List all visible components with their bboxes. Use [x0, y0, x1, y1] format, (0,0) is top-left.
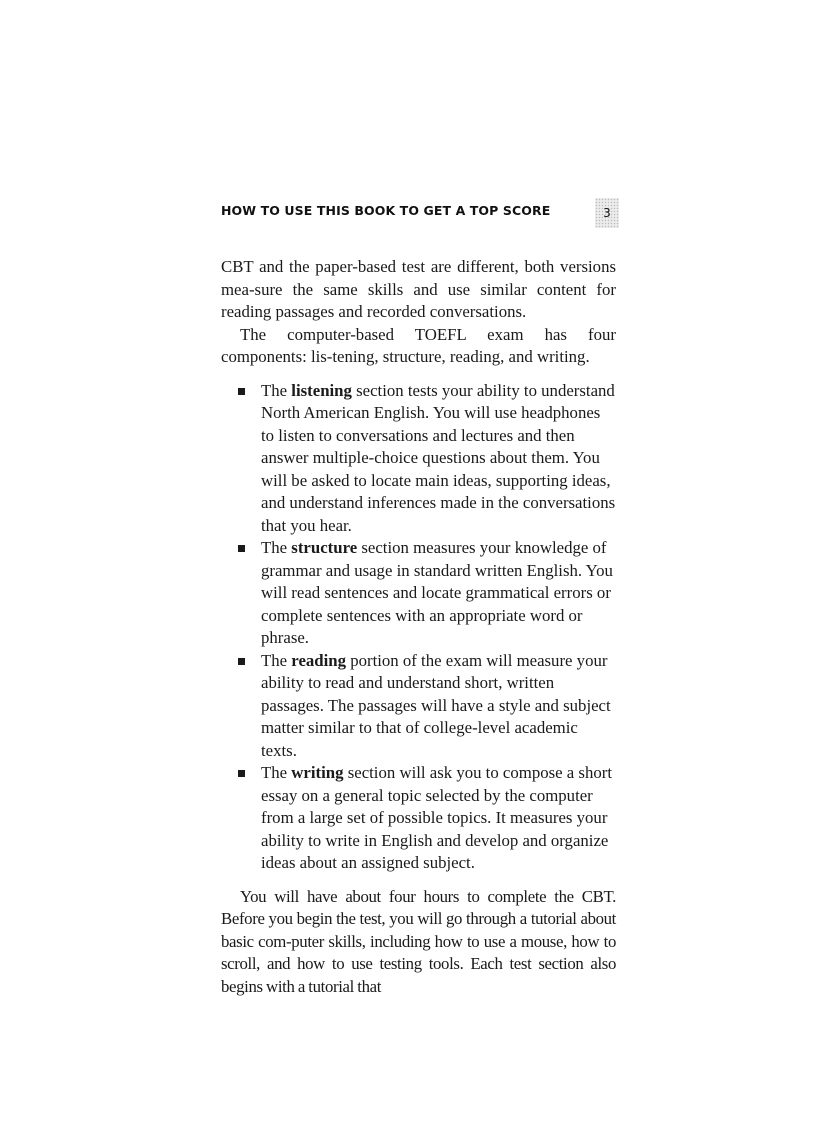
term-reading: reading — [291, 650, 346, 670]
bullet-text: section measures your knowledge of grammar and usage in standard written English. You will read sentences and locate grammatical errors or complete sentences with an appropriate word or phrase. — [261, 538, 613, 647]
bullet-text: section will ask you to compose a short essay on a general topic selected by the computer from a large set of possible topics. It measures your ability to write in English and develop and organize ideas about an assigned subject. — [261, 763, 612, 872]
bullet-text: portion of the exam will measure your ability to read and understand short, written passages. The passages will have a style and subject matter similar to that of college-level academic texts. — [261, 650, 611, 760]
component-list — [221, 380, 616, 875]
paragraph-duration: You will have about four hours to complete the CBT. Before you begin the test, you will go through a tutorial about basic com-puter skills, including how to use a mouse, how to scroll, and how to use testing tools. Each test section also begins with a tutorial that — [221, 886, 616, 996]
square-bullet-icon — [238, 545, 245, 552]
paragraph-components: The computer-based TOEFL exam has four components: lis-tening, structure, reading, and writing. — [221, 324, 616, 366]
term-writing: writing — [291, 763, 344, 782]
bullet-lead: The — [261, 650, 288, 670]
square-bullet-icon — [238, 658, 245, 665]
paragraph-intro: CBT and the paper-based test are different, both versions mea-sure the same skills and use similar content for reading passages and recorded conversations. — [221, 257, 616, 321]
page-header — [221, 198, 621, 228]
bullet-lead: The — [261, 380, 288, 400]
bullet-lead: The — [261, 763, 288, 782]
list-item-writing — [261, 762, 616, 875]
square-bullet-icon — [238, 388, 245, 395]
bullet-lead: The — [261, 538, 288, 557]
list-item-listening — [261, 380, 616, 538]
square-bullet-icon — [238, 770, 245, 777]
running-head: HOW TO USE THIS BOOK TO GET A TOP SCORE — [221, 203, 551, 218]
list-item-structure — [261, 537, 616, 650]
page-number: 3 — [595, 198, 619, 228]
list-item-reading — [261, 650, 616, 763]
term-structure: structure — [291, 538, 358, 557]
term-listening: listening — [291, 380, 352, 400]
page-body — [221, 256, 616, 998]
bullet-text: section tests your ability to understand North American English. You will use headphones to listen to conversations and lectures and then answer multiple-choice questions about them. You will be asked to locate main ideas, supporting ideas, and understand inferences made in the conversations that you hear. — [261, 380, 616, 535]
